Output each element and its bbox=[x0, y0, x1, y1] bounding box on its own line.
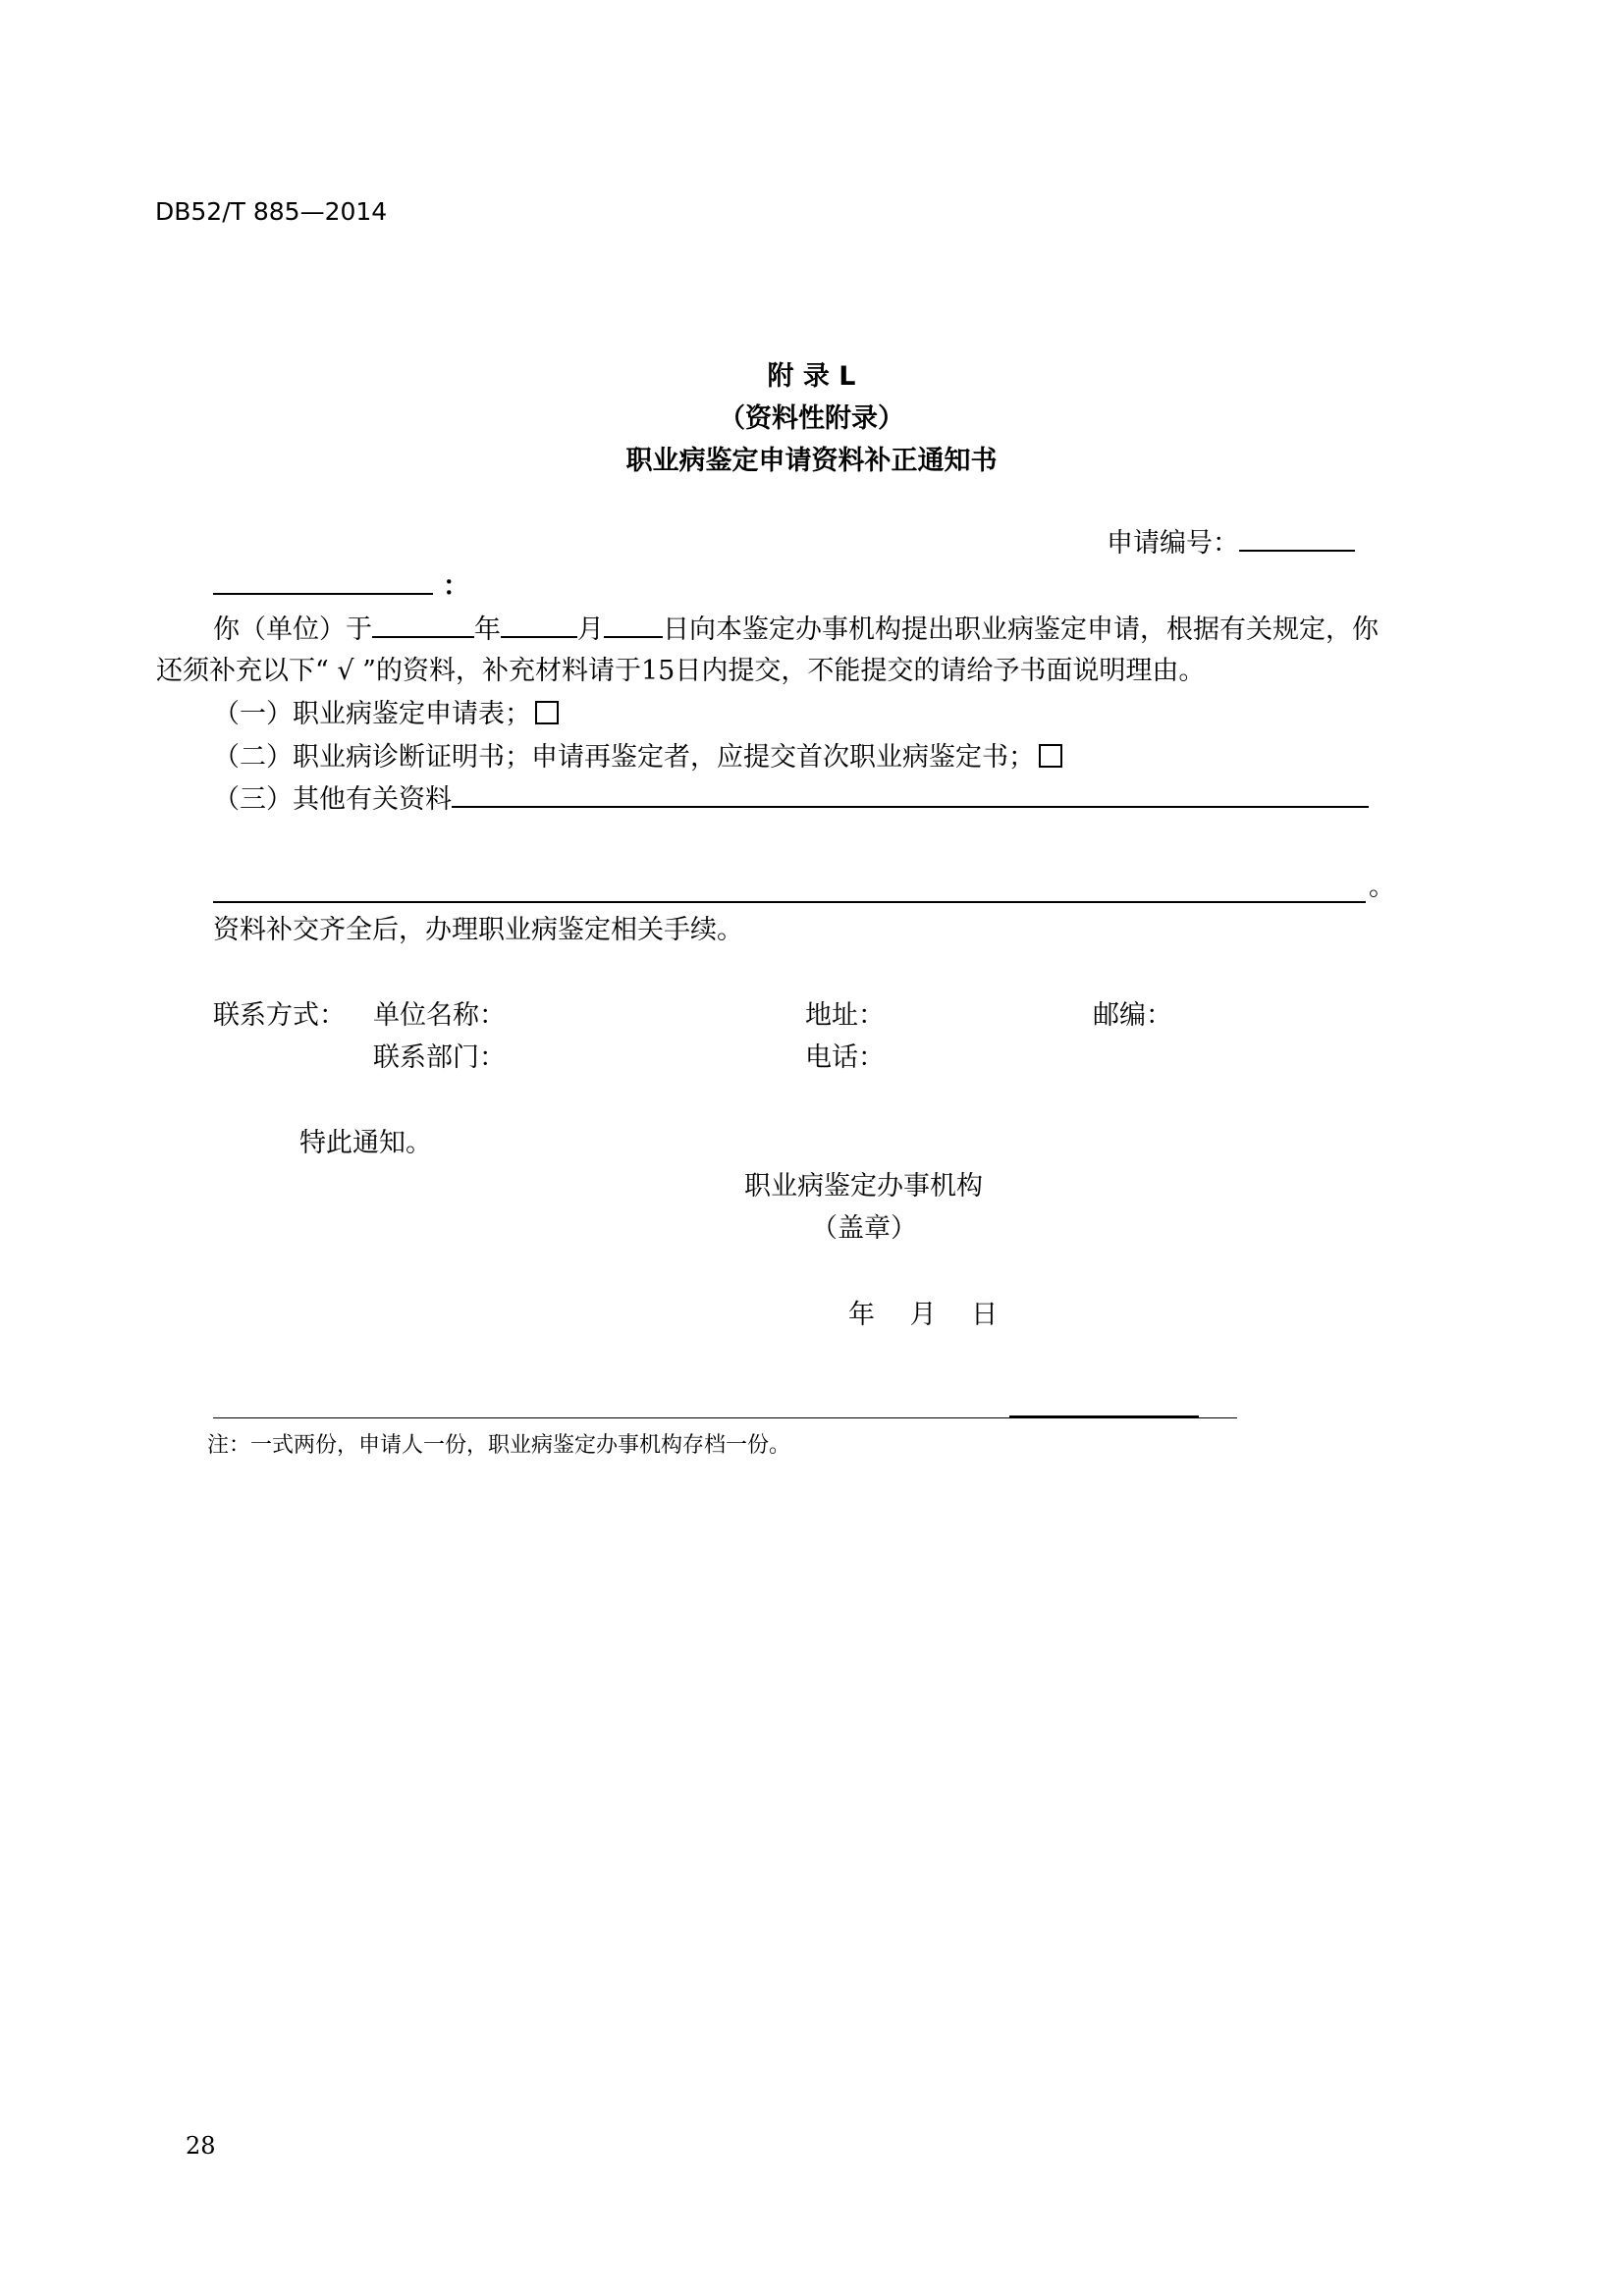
month-label: 月 bbox=[577, 614, 604, 645]
addressee-row bbox=[213, 567, 469, 607]
page-number: 28 bbox=[186, 2132, 216, 2160]
contact-label: 联系方式： bbox=[213, 1000, 346, 1031]
application-number-label: 申请编号： bbox=[1107, 528, 1239, 559]
department-label: 联系部门： bbox=[373, 1042, 506, 1073]
addressee-blank[interactable] bbox=[213, 567, 433, 595]
addressee-colon: ： bbox=[443, 571, 469, 602]
item-3-label: （三）其他有关资料 bbox=[213, 784, 452, 815]
p1-start: 你（单位）于 bbox=[213, 614, 372, 645]
unit-name-label: 单位名称： bbox=[373, 1000, 506, 1031]
year-blank[interactable] bbox=[372, 611, 474, 638]
paragraph-2: 还须补充以下“ √ ”的资料，补充材料请于15日内提交，不能提交的请给予书面说明理由。 bbox=[156, 656, 1206, 686]
item-2-checkbox[interactable] bbox=[1039, 744, 1062, 768]
seal-label: （盖章） bbox=[811, 1213, 917, 1244]
paragraph-1 bbox=[213, 611, 1379, 650]
day-blank[interactable] bbox=[604, 611, 663, 638]
paragraph-3: 资料补交齐全后，办理职业病鉴定相关手续。 bbox=[213, 915, 743, 945]
footnote: 注：一式两份，申请人一份，职业病鉴定办事机构存档一份。 bbox=[207, 1433, 791, 1458]
application-number-row bbox=[1107, 524, 1355, 563]
notice-text: 特此通知。 bbox=[299, 1128, 432, 1158]
postcode-label: 邮编： bbox=[1093, 1000, 1172, 1031]
issuing-org: 职业病鉴定办事机构 bbox=[744, 1171, 983, 1201]
item-2-label: （二）职业病诊断证明书；申请再鉴定者，应提交首次职业病鉴定书； bbox=[213, 742, 1035, 773]
appendix-label: 附 录 L bbox=[767, 361, 856, 392]
period: 。 bbox=[1369, 872, 1395, 902]
item-1-label: （一）职业病鉴定申请表； bbox=[213, 699, 531, 729]
year-label: 年 bbox=[474, 614, 501, 645]
item-3 bbox=[213, 780, 1369, 820]
item-2 bbox=[213, 738, 1062, 777]
address-label: 地址： bbox=[805, 1000, 885, 1031]
date-label: 年 月 日 bbox=[848, 1300, 999, 1330]
appendix-type: （资料性附录） bbox=[719, 403, 904, 434]
other-materials-blank[interactable] bbox=[452, 780, 1369, 808]
form-title: 职业病鉴定申请资料补正通知书 bbox=[625, 446, 998, 476]
document-code: DB52/T 885—2014 bbox=[155, 197, 388, 226]
month-blank[interactable] bbox=[501, 611, 577, 638]
application-number-blank[interactable] bbox=[1239, 524, 1355, 552]
other-materials-line-2[interactable] bbox=[213, 901, 1366, 903]
item-1 bbox=[213, 695, 559, 734]
p1-end: 日向本鉴定办事机构提出职业病鉴定申请，根据有关规定，你 bbox=[663, 614, 1379, 645]
footnote-rule-accent bbox=[1009, 1415, 1199, 1418]
phone-label: 电话： bbox=[805, 1042, 885, 1073]
item-1-checkbox[interactable] bbox=[535, 701, 559, 724]
